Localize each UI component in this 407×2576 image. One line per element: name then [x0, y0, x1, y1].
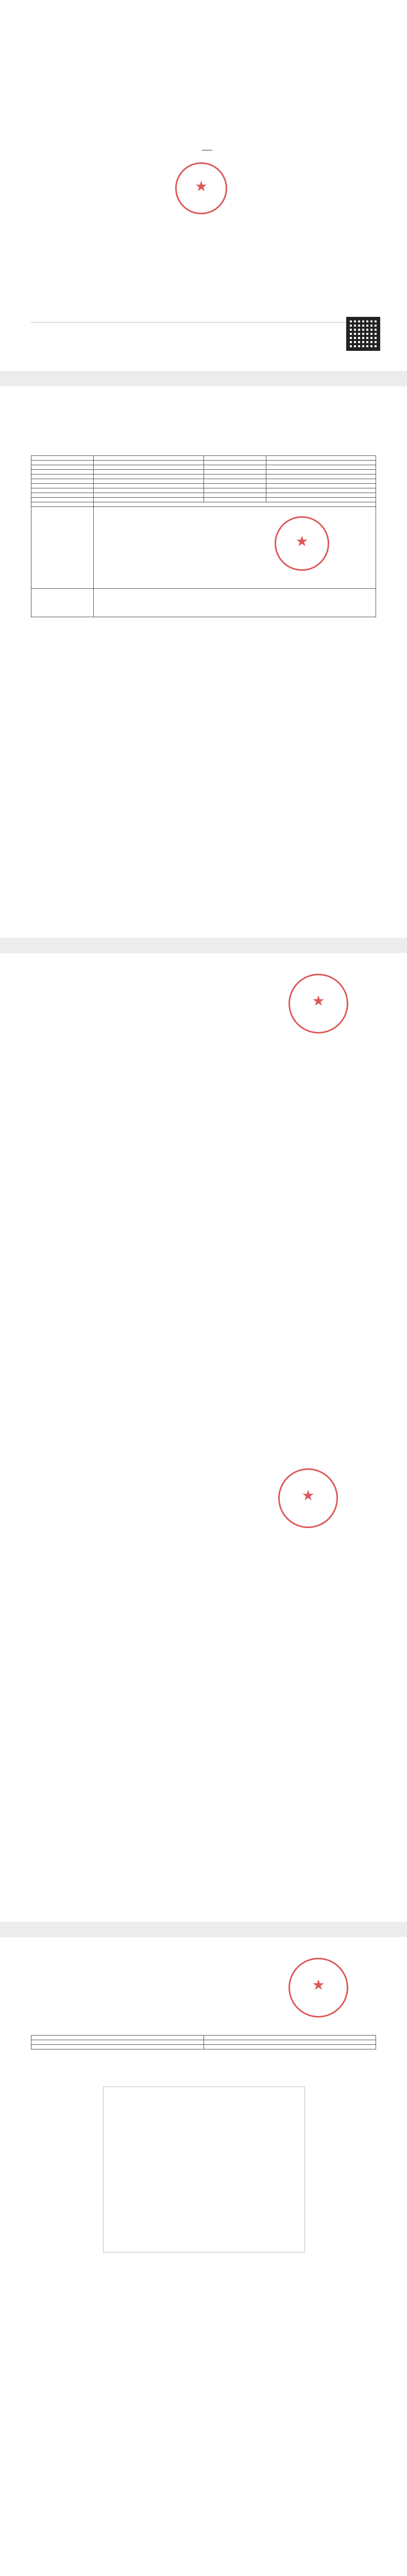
- page-gap: [0, 1922, 407, 1937]
- field-value: [266, 465, 376, 470]
- report-stamp: [275, 516, 329, 571]
- field-value: [94, 484, 204, 488]
- field-value: [94, 488, 204, 493]
- field-label: [31, 465, 94, 470]
- page-stamp-2: [278, 1468, 338, 1528]
- results-chart-svg: [104, 2087, 304, 2252]
- field-label: [204, 493, 266, 498]
- conclusion-row: [31, 507, 376, 589]
- method-value: [94, 502, 376, 507]
- field-value: [94, 456, 204, 461]
- field-value: [94, 479, 204, 484]
- field-value: [266, 474, 376, 479]
- field-value: [94, 474, 204, 479]
- results-table: [31, 2035, 376, 2049]
- field-value: [266, 461, 376, 465]
- page-stamp: [289, 1958, 348, 2018]
- table-row: [31, 456, 376, 461]
- stamp-star-icon: ★: [295, 533, 309, 550]
- table-row: [31, 493, 376, 498]
- results-header-sample: [31, 2036, 204, 2040]
- field-value: [266, 456, 376, 461]
- table-row: [31, 465, 376, 470]
- signature-row: [31, 886, 376, 894]
- results-header-rate: [204, 2036, 376, 2040]
- table-row: [31, 484, 376, 488]
- field-value: [266, 488, 376, 493]
- table-row: [31, 470, 376, 474]
- table-row: [31, 474, 376, 479]
- stamp-star-icon: ★: [301, 1487, 315, 1504]
- field-label: [204, 465, 266, 470]
- report-page-2: [0, 386, 407, 938]
- field-value: [94, 461, 204, 465]
- field-label: [204, 484, 266, 488]
- field-label: [31, 479, 94, 484]
- field-label: [31, 493, 94, 498]
- field-label: [204, 461, 266, 465]
- table-row: [31, 488, 376, 493]
- field-label: [31, 498, 94, 502]
- field-label: [204, 488, 266, 493]
- field-label: [204, 474, 266, 479]
- field-label: [31, 484, 94, 488]
- page-gap: [0, 371, 407, 386]
- field-value: [266, 484, 376, 488]
- field-value: [94, 493, 204, 498]
- field-value: [266, 479, 376, 484]
- field-label: [31, 488, 94, 493]
- field-label: [31, 461, 94, 465]
- table-row: [31, 479, 376, 484]
- conclusion-section: [31, 2272, 376, 2280]
- stamp-star-icon: ★: [312, 992, 325, 1009]
- table-row: [31, 461, 376, 465]
- cover-page: [0, 0, 407, 371]
- info-table: [31, 455, 376, 617]
- cover-footer-divider: [31, 322, 376, 323]
- stamp-star-icon: ★: [312, 1976, 325, 1993]
- page-gap: [0, 938, 407, 953]
- field-value: [266, 493, 376, 498]
- field-label: [31, 474, 94, 479]
- field-value: [266, 498, 376, 502]
- field-value: [266, 470, 376, 474]
- field-label: [31, 470, 94, 474]
- field-value: [94, 470, 204, 474]
- page-stamp: [289, 974, 348, 1033]
- report-number-row: [0, 142, 407, 150]
- field-label: [204, 470, 266, 474]
- results-header-row: [31, 2036, 376, 2040]
- results-chart: [103, 2087, 305, 2252]
- method-row: [31, 502, 376, 507]
- field-label: [31, 456, 94, 461]
- stamp-star-icon: ★: [194, 178, 208, 195]
- report-number: [202, 142, 212, 150]
- table-row: [31, 2040, 376, 2045]
- field-value: [94, 498, 204, 502]
- field-label: [204, 479, 266, 484]
- table-row: [31, 498, 376, 502]
- table-row: [31, 2045, 376, 2049]
- report-page-4: [0, 1937, 407, 2576]
- report-page-3: [0, 953, 407, 1922]
- field-label: [204, 498, 266, 502]
- field-label: [204, 456, 266, 461]
- qr-code-icon: [346, 317, 380, 351]
- remark-row: [31, 589, 376, 617]
- field-value: [94, 465, 204, 470]
- remark-value: [94, 589, 376, 617]
- cover-stamp: [175, 162, 227, 214]
